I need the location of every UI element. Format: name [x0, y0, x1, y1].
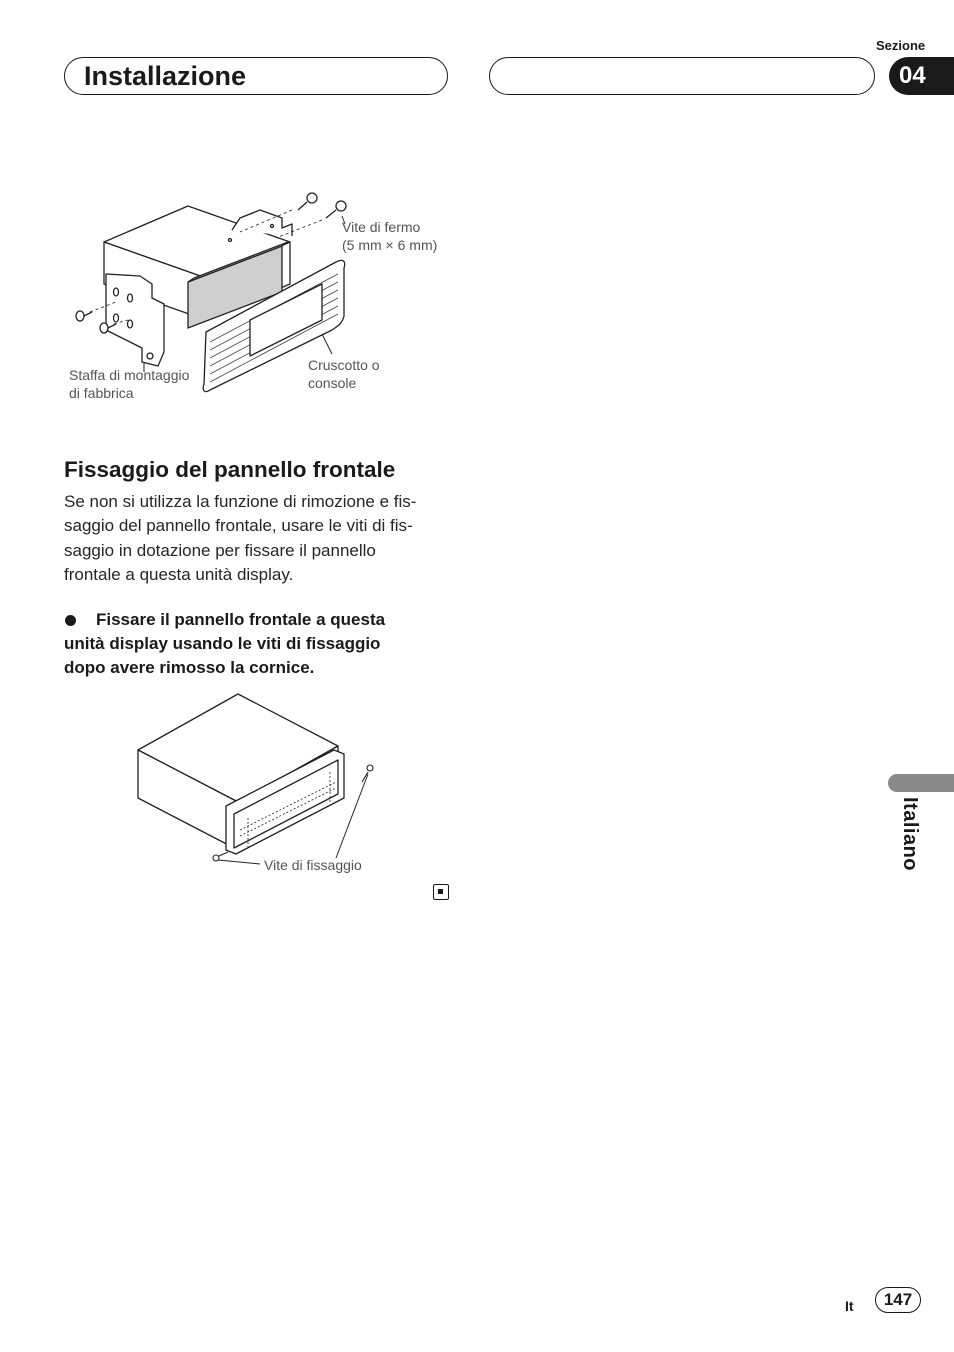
- language-tab: [888, 774, 954, 792]
- page-title: Installazione: [84, 61, 247, 91]
- language-code: It: [845, 1298, 854, 1314]
- end-of-section-icon: [433, 884, 449, 900]
- screw-label: Vite di fermo (5 mm × 6 mm): [342, 219, 438, 253]
- fixing-screw-diagram: [130, 690, 390, 870]
- language-label: Italiano: [899, 797, 921, 872]
- bullet-instruction: Fissare il pannello frontale a questa unità display usando le viti di fissaggio dopo avere rimosso la cornice.: [64, 610, 386, 677]
- fixing-screw-label: Vite di fissaggio: [264, 857, 362, 873]
- section-paragraph: Se non si utilizza la funzione di rimozione e fis- saggio del pannello frontale, usare le viti di fis- saggio in dotazione per fissare il pannello frontale a questa unità display.: [64, 492, 417, 584]
- section-number-badge: 04: [889, 57, 954, 95]
- bracket-label: Staffa di montaggio di fabbrica: [69, 367, 190, 401]
- section-heading: Fissaggio del pannello frontale: [64, 457, 396, 482]
- header-empty-frame: [489, 57, 875, 95]
- dashboard-label: Cruscotto o console: [308, 357, 380, 391]
- page-number: 147: [875, 1287, 921, 1313]
- section-label: Sezione: [876, 38, 926, 53]
